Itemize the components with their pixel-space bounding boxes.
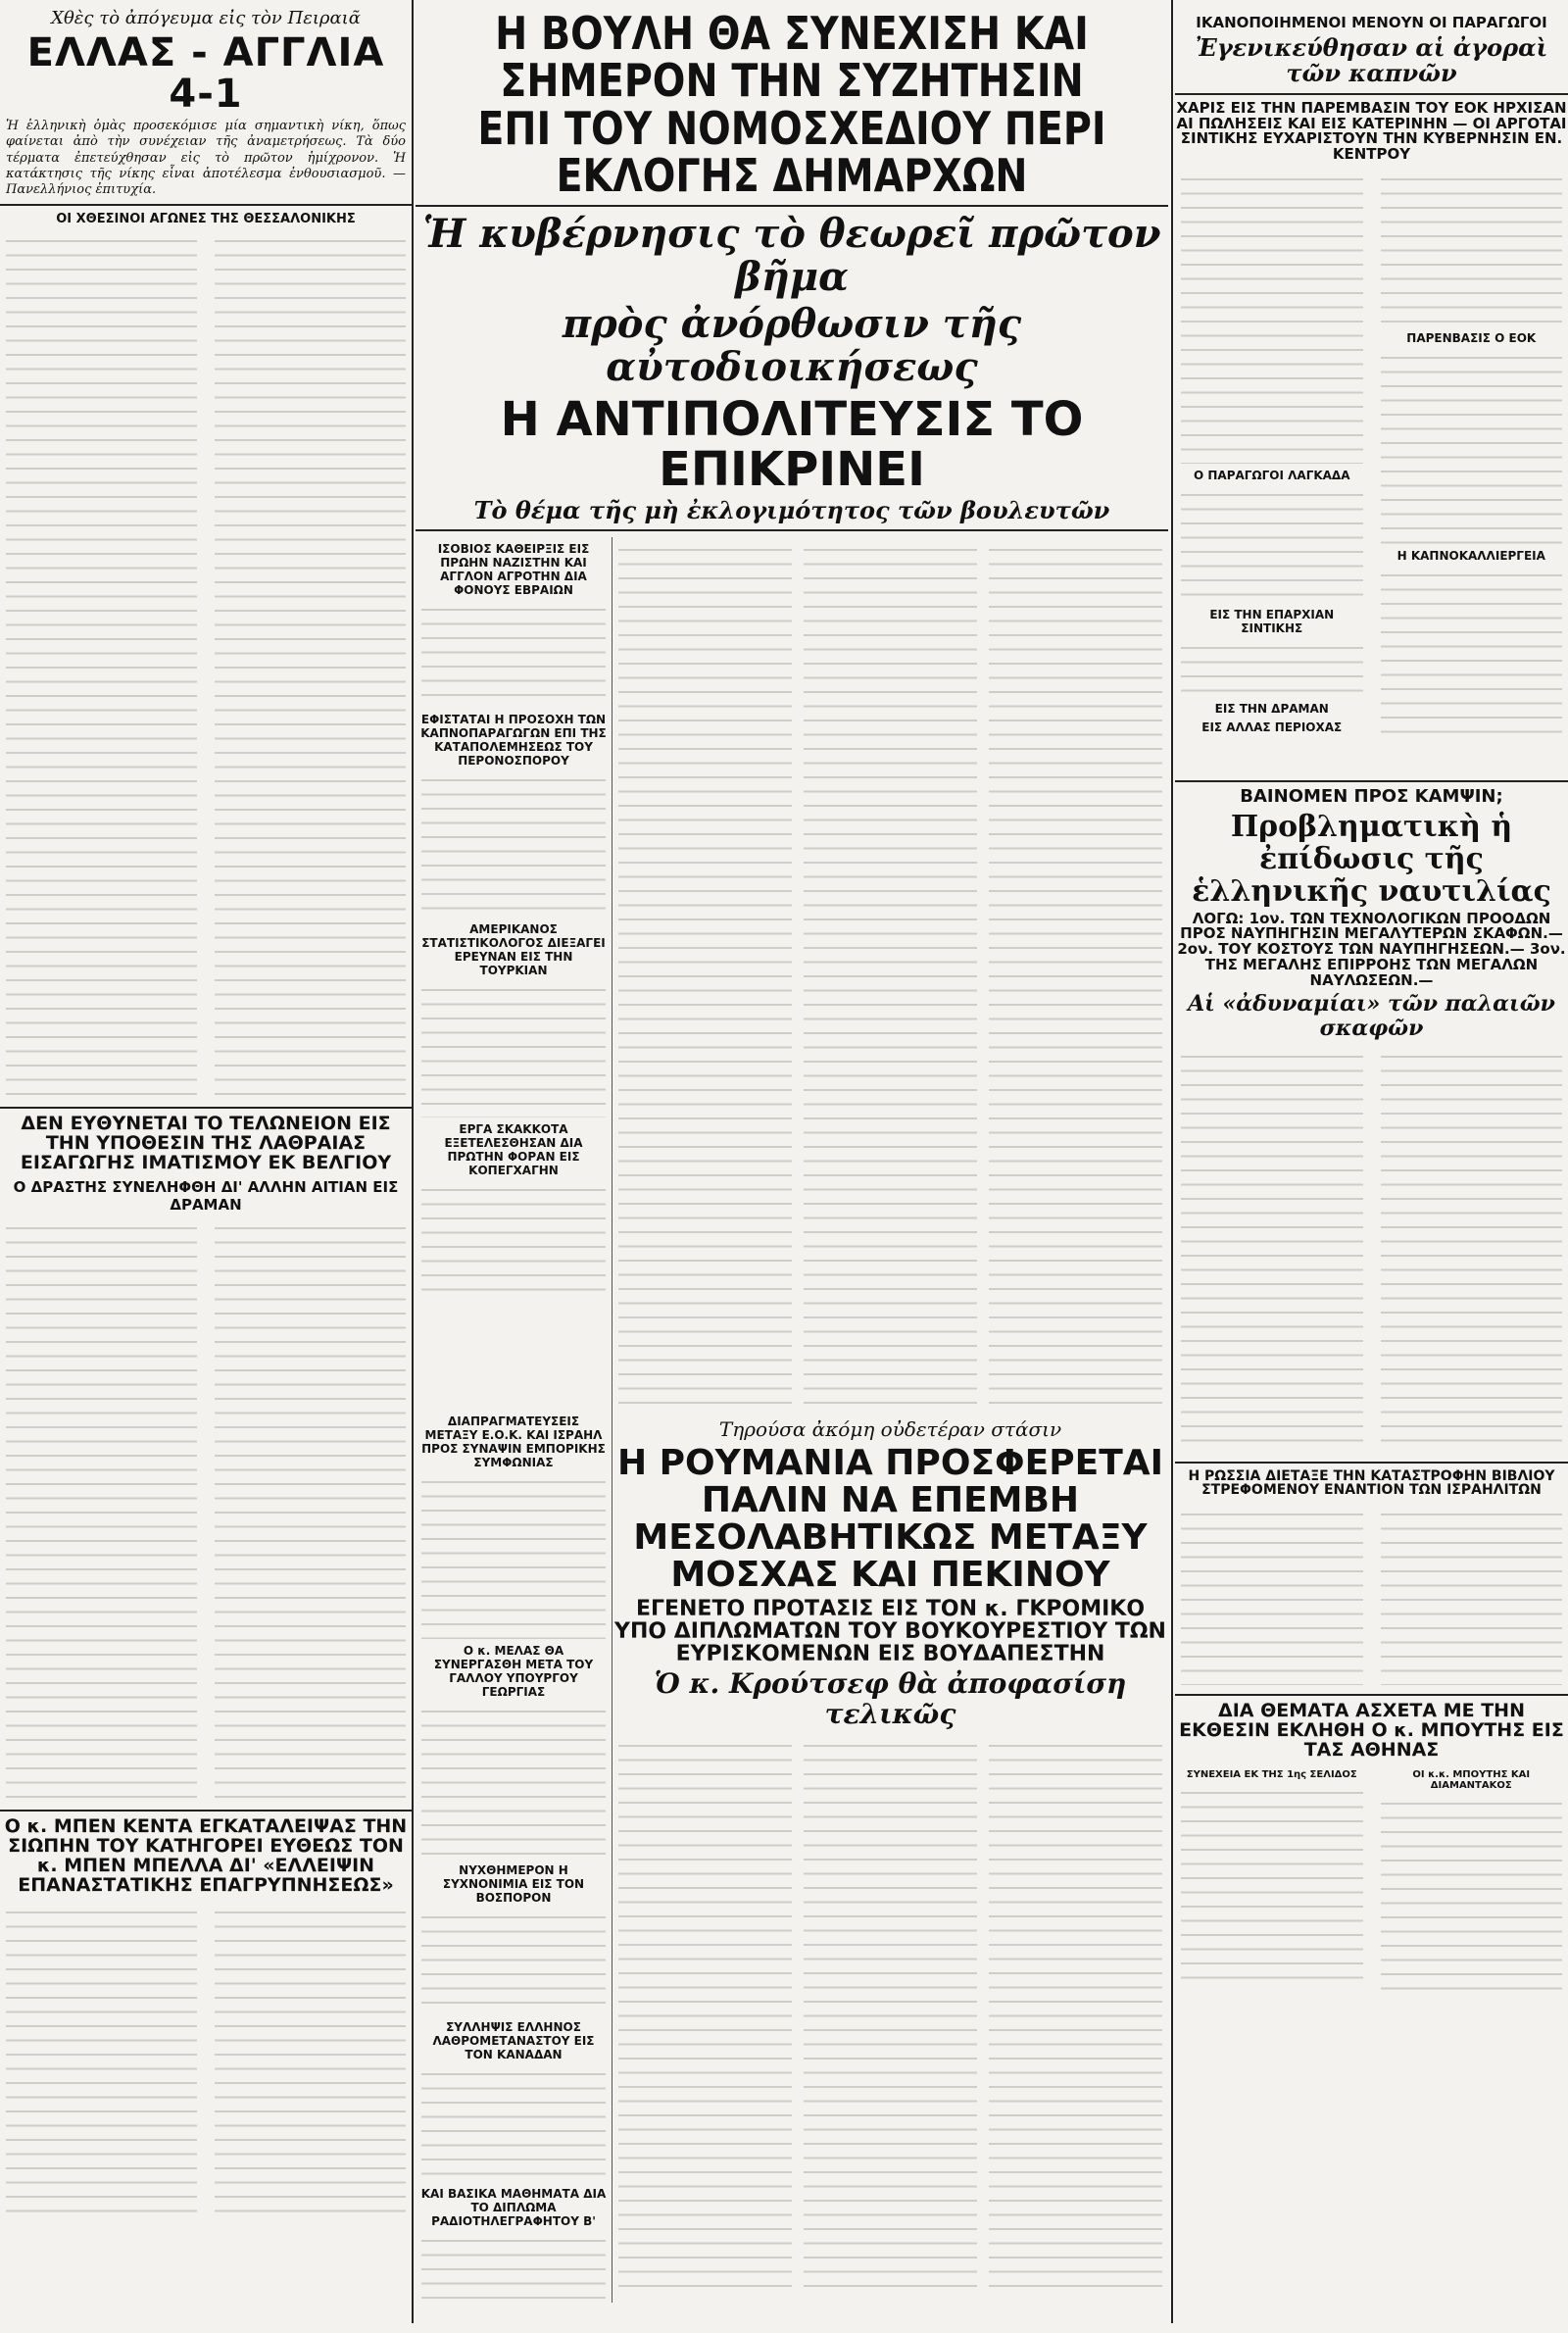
divider	[416, 529, 1168, 531]
center-s5: ΔΙΑΠΡΑΓΜΑΤΕΥΣΕΙΣ ΜΕΤΑΞΥ Ε.Ο.Κ. ΚΑΙ ΙΣΡΑΗΛ ΠΡΟΣ ΣΥΝΑΨΙΝ ΕΜΠΟΡΙΚΗΣ ΣΥΜΦΩΝΙΑΣ	[421, 1415, 606, 1470]
center-s1: ΙΣΟΒΙΟΣ ΚΑΘΕΙΡΞΙΣ ΕΙΣ ΠΡΩΗΝ ΝΑΖΙΣΤΗΝ ΚΑΙ ΑΓΓΛΟΝ ΑΓΡΟΤΗΝ ΔΙΑ ΦΟΝΟΥΣ ΕΒΡΑΙΩΝ	[437, 542, 590, 598]
divider	[0, 1107, 412, 1109]
right-kicker: ΙΚΑΝΟΠΟΙΗΜΕΝΟΙ ΜΕΝΟΥΝ ΟΙ ΠΑΡΑΓΩΓΟΙ	[1196, 14, 1547, 31]
right-headline-4: ΔΙΑ ΘΕΜΑΤΑ ΑΣΧΕΤΑ ΜΕ ΤΗΝ ΕΚΘΕΣΙΝ ΕΚΛΗΘΗ Ο κ. ΜΠΟΥΤΗΣ ΕΙΣ ΤΑΣ ΑΘΗΝΑΣ	[1179, 1700, 1564, 1762]
right-body-j	[1381, 1505, 1563, 1685]
right-headline-1: ΧΑΡΙΣ ΕΙΣ ΤΗΝ ΠΑΡΕΜΒΑΣΙΝ ΤΟΥ ΕΟΚ ΗΡΧΙΣΑΝ ΑΙ ΠΩΛΗΣΕΙΣ ΚΑΙ ΕΙΣ ΚΑΤΕΡΙΝΗΝ — ΟΙ ΑΡΓΟΤΑΙ ΣΙΝΤΙΚΗΣ ΕΥΧΑΡΙΣΤΟΥΝ ΤΗΝ ΚΥΒΕΡΝΗΣΙΝ ΕΝ. ΚΕΝΤΡΟΥ	[1176, 98, 1567, 164]
center-s9: ΚΑΙ ΒΑΣΙΚΑ ΜΑΘΗΜΑΤΑ ΔΙΑ ΤΟ ΔΙΠΛΩΜΑ ΡΑΔΙΟΤΗΛΕΓΡΑΦΗΤΟΥ Β'	[420, 2187, 607, 2229]
right-body-k	[1181, 1783, 1363, 1979]
right-s3: Η ΚΑΠΝΟΚΑΛΛΙΕΡΓΕΙΑ	[1396, 548, 1545, 563]
left-body-columns	[0, 228, 412, 1101]
center-s6: Ο κ. ΜΕΛΑΣ ΘΑ ΣΥΝΕΡΓΑΣΘΗ ΜΕΤΑ ΤΟΥ ΓΑΛΛΟΥ ΥΠΟΥΡΓΟΥ ΓΕΩΡΓΙΑΣ	[433, 1644, 594, 1700]
right-col-a	[1175, 167, 1369, 774]
column-rule-2	[1171, 0, 1173, 2323]
left-body-columns-2	[0, 1216, 412, 1804]
center-left-sidebar	[416, 537, 612, 1410]
center-kicker-2: Τηρούσα ἀκόμη οὐδετέραν στάσιν	[718, 1417, 1062, 1442]
center-body-f	[989, 1736, 1162, 2289]
center-script-1: Ἡ κυβέρνησις τὸ θεωρεῖ πρῶτον βῆμα	[422, 211, 1161, 301]
center-body-a	[618, 540, 792, 1407]
right-column	[1175, 0, 1568, 2333]
center-romania-body	[612, 1733, 1168, 2292]
right-kicker-2: ΒΑΙΝΟΜΕΝ ΠΡΟΣ ΚΑΜΨΙΝ;	[1240, 785, 1503, 807]
left-subhead-2: Ο ΔΡΑΣΤΗΣ ΣΥΝΕΛΗΦΘΗ ΔΙ' ΑΛΛΗΝ ΑΙΤΙΑΝ ΕΙΣ ΔΡΑΜΑΝ	[13, 1178, 399, 1215]
right-col-c	[1175, 1764, 1369, 2000]
divider	[0, 1810, 412, 1812]
right-body-f	[1381, 566, 1563, 742]
left-body-text-2	[215, 231, 406, 1098]
center-lower-block	[416, 1410, 1168, 2303]
center-s5-body	[421, 1472, 606, 1639]
right-s2: Ο ΠΑΡΑΓΩΓΟΙ ΛΑΓΚΑΔΑ	[1193, 468, 1350, 482]
left-body-text-3	[6, 1218, 197, 1801]
right-s4: ΕΙΣ ΤΗΝ ΕΠΑΡΧΙΑΝ ΣΙΝΤΙΚΗΣ	[1209, 607, 1335, 635]
center-body-d	[618, 1736, 792, 2289]
center-headline-4: ΕΓΕΝΕΤΟ ΠΡΟΤΑΣΙΣ ΕΙΣ ΤΟΝ κ. ΓΚΡΟΜΙΚΟ ΥΠΟ ΔΙΠΛΩΜΑΤΩΝ ΤΟΥ ΒΟΥΚΟΥΡΕΣΤΙΟΥ ΤΩΝ ΕΥΡΙΣΚΟΜΕΝΩΝ ΕΙΣ ΒΟΥΔΑΠΕΣΤΗΝ	[614, 1596, 1166, 1666]
right-col-d	[1375, 1764, 1568, 2000]
center-s1-body	[421, 600, 606, 708]
right-s7: ΣΥΝΕΧΕΙΑ ΕΚ ΤΗΣ 1ης ΣΕΛΙΔΟΣ	[1186, 1768, 1357, 1780]
center-main-text	[612, 537, 1168, 1410]
right-body-g	[1181, 1047, 1363, 1453]
center-s4: ΕΡΓΑ ΣΚΑΚΚΟΤΑ ΕΞΕΤΕΛΕΣΘΗΣΑΝ ΔΙΑ ΠΡΩΤΗΝ ΦΟΡΑΝ ΕΙΣ ΚΟΠΕΓΧΑΓΗΝ	[444, 1122, 583, 1178]
right-s8: ΟΙ κ.κ. ΜΠΟΥΤΗΣ ΚΑΙ ΔΙΑΜΑΝΤΑΚΟΣ	[1412, 1768, 1531, 1791]
right-body-i	[1181, 1505, 1363, 1685]
right-script-3: Αἱ «ἀδυναμίαι» τῶν παλαιῶν σκαφῶν	[1188, 991, 1555, 1041]
right-col-b	[1375, 167, 1568, 774]
divider	[1175, 1694, 1568, 1696]
center-body-c	[989, 540, 1162, 1407]
left-body-text-4	[215, 1218, 406, 1801]
divider	[1175, 1462, 1568, 1464]
center-body-b	[804, 540, 977, 1407]
divider	[0, 204, 412, 206]
center-body-e	[804, 1736, 977, 2289]
divider	[1175, 780, 1568, 782]
center-s7-body	[421, 1908, 606, 2015]
right-script-2: Προβληματικὴ ἡ ἐπίδωσις τῆς ἑλληνικῆς ναυτιλίας	[1192, 809, 1551, 909]
center-s7: ΝΥΧΘΗΜΕΡΟΝ Η ΣΥΧΝΟΝΙΜΙΑ ΕΙΣ ΤΟΝ ΒΟΣΠΟΡΟΝ	[442, 1863, 585, 1906]
right-body-columns-4	[1175, 1764, 1568, 2000]
center-script-3: Τὸ θέμα τῆς μὴ ἐκλογιμότητος τῶν βουλευτῶν	[473, 495, 1110, 524]
right-body-e	[1381, 348, 1563, 544]
center-s2-body	[421, 770, 606, 918]
right-body-a	[1181, 170, 1363, 464]
left-body-columns-3	[0, 1900, 412, 2223]
left-body-text	[6, 231, 197, 1098]
right-script-1: Ἐγενικεύθησαν αἱ ἀγοραὶ τῶν καπνῶν	[1195, 33, 1548, 88]
center-script-4: Ὁ κ. Κρούτσεφ θὰ ἀποφασίση τελικῶς	[654, 1666, 1127, 1730]
left-body-text-6	[215, 1903, 406, 2220]
divider	[416, 205, 1168, 207]
center-upper-block	[416, 537, 1168, 1410]
center-s3: ΑΜΕΡΙΚΑΝΟΣ ΣΤΑΤΙΣΤΙΚΟΛΟΓΟΣ ΔΙΕΞΑΓΕΙ ΕΡΕΥΝΑΝ ΕΙΣ ΤΗΝ ΤΟΥΡΚΙΑΝ	[421, 922, 606, 978]
left-body-text-5	[6, 1903, 197, 2220]
right-headline-2: ΛΟΓΩ: 1ον. ΤΩΝ ΤΕΧΝΟΛΟΓΙΚΩΝ ΠΡΟΟΔΩΝ ΠΡΟΣ ΝΑΥΠΗΓΗΣΙΝ ΜΕΓΑΛΥΤΕΡΩΝ ΣΚΑΦΩΝ.— 2ον. ΤΟΥ ΚΟΣΤΟΥΣ ΤΩΝ ΝΑΥΠΗΓΗΣΕΩΝ.— 3ον. ΤΗΣ ΜΕΓΑΛΗΣ ΕΠΙΡΡΟΗΣ ΤΩΝ ΜΕΓΑΛΩΝ ΝΑΥΛΩΣΕΩΝ.—	[1177, 909, 1566, 989]
right-body-h	[1381, 1047, 1563, 1453]
right-body-columns-2	[1175, 1044, 1568, 1456]
left-section-title: ΟΙ ΧΘΕΣΙΝΟΙ ΑΓΩΝΕΣ ΤΗΣ ΘΕΣΣΑΛΟΝΙΚΗΣ	[56, 212, 356, 227]
center-s8-body	[421, 2064, 606, 2182]
right-body-l	[1381, 1794, 1563, 1990]
right-body-columns-3	[1175, 1502, 1568, 1688]
left-headline: ΕΛΛΑΣ - ΑΓΓΛΙΑ 4-1	[26, 30, 385, 117]
right-s1: ΠΑΡΕΝΒΑΣΙΣ Ο ΕΟΚ	[1406, 330, 1537, 345]
center-s9-body	[421, 2231, 606, 2300]
center-headline-1: Η ΒΟΥΛΗ ΘΑ ΣΥΝΕΧΙΣΗ ΚΑΙ ΣΗΜΕΡΟΝ ΤΗΝ ΣΥΖΗΤΗΣΙΝ ΕΠΙ ΤΟΥ ΝΟΜΟΣΧΕΔΙΟΥ ΠΕΡΙ ΕΚΛΟΓΗΣ ΔΗΜΑΡΧΩΝ	[477, 7, 1106, 202]
center-s3-body	[421, 980, 606, 1117]
center-s4-body	[421, 1180, 606, 1298]
center-script-2: πρὸς ἀνόρθωσιν τῆς αὐτοδιοικήσεως	[562, 301, 1022, 391]
center-s6-body	[421, 1702, 606, 1859]
right-s6: ΕΙΣ ΑΛΛΑΣ ΠΕΡΙΟΧΑΣ	[1201, 720, 1343, 734]
center-romania-story	[612, 1410, 1168, 2303]
left-headline-2: ΔΕΝ ΕΥΘΥΝΕΤΑΙ ΤΟ ΤΕΛΩΝΕΙΟΝ ΕΙΣ ΤΗΝ ΥΠΟΘΕΣΙΝ ΤΗΣ ΛΑΘΡΑΙΑΣ ΕΙΣΑΓΩΓΗΣ ΙΜΑΤΙΣΜΟΥ ΕΚ ΒΕΛΓΙΟΥ	[20, 1113, 392, 1174]
right-s5: ΕΙΣ ΤΗΝ ΔΡΑΜΑΝ	[1214, 701, 1329, 716]
center-column	[416, 0, 1168, 2333]
center-s8: ΣΥΛΛΗΨΙΣ ΕΛΛΗΝΟΣ ΛΑΘΡΟΜΕΤΑΝΑΣΤΟΥ ΕΙΣ ΤΟΝ ΚΑΝΑΔΑΝ	[432, 2020, 595, 2062]
right-body-columns-1	[1175, 167, 1568, 774]
divider	[1175, 93, 1568, 95]
left-kicker: Χθὲς τὸ ἀπόγευμα εἰς τὸν Πειραιᾶ	[51, 8, 361, 28]
left-headline-3: Ο κ. ΜΠΕΝ ΚΕΝΤΑ ΕΓΚΑΤΑΛΕΙΨΑΣ ΤΗΝ ΣΙΩΠΗΝ ΤΟΥ ΚΑΤΗΓΟΡΕΙ ΕΥΘΕΩΣ ΤΟΝ κ. ΜΠΕΝ ΜΠΕΛΛΑ ΔΙ' «ΕΛΛΕΙΨΙΝ ΕΠΑΝΑΣΤΑΤΙΚΗΣ ΕΠΑΓΡΥΠΝΗΣΕΩΣ»	[4, 1815, 408, 1896]
column-rule-1	[412, 0, 414, 2323]
left-lede: Ἡ ἑλληνικὴ ὁμὰς προσεκόμισε μία σημαντικὴ νίκη, ὅπως φαίνεται ἀπὸ τὴν συνέχειαν τῆς ἀναμετρήσεως. Τὰ δύο τέρματα ἐπετεύχθησαν εἰς τὸ πρῶτον ἡμίχρονον. Ἡ κατάκτησις τῆς νίκης εἶναι ἀποτέλεσμα ἐνθουσιασμοῦ. — Πανελλήνιος ἐπιτυχία.	[6, 119, 406, 197]
right-body-b	[1181, 485, 1363, 603]
center-s2: ΕΦΙΣΤΑΤΑΙ Η ΠΡΟΣΟΧΗ ΤΩΝ ΚΑΠΝΟΠΑΡΑΓΩΓΩΝ ΕΠΙ ΤΗΣ ΚΑΤΑΠΟΛΕΜΗΣΕΩΣ ΤΟΥ ΠΕΡΟΝΟΣΠΟΡΟΥ	[420, 713, 607, 769]
center-headline-2: Η ΑΝΤΙΠΟΛΙΤΕΥΣΙΣ ΤΟ ΕΠΙΚΡΙΝΕΙ	[500, 392, 1084, 497]
center-left-sidebar-2	[416, 1410, 612, 2303]
right-headline-3: Η ΡΩΣΣΙΑ ΔΙΕΤΑΞΕ ΤΗΝ ΚΑΤΑΣΤΡΟΦΗΝ ΒΙΒΛΙΟΥ ΣΤΡΕΦΟΜΕΝΟΥ ΕΝΑΝΤΙΟΝ ΤΩΝ ΙΣΡΑΗΛΙΤΩΝ	[1188, 1467, 1555, 1499]
center-headline-3: Η ΡΟΥΜΑΝΙΑ ΠΡΟΣΦΕΡΕΤΑΙ ΠΑΛΙΝ ΝΑ ΕΠΕΜΒΗ ΜΕΣΟΛΑΒΗΤΙΚΩΣ ΜΕΤΑΞΥ ΜΟΣΧΑΣ ΚΑΙ ΠΕΚΙΝΟΥ	[616, 1443, 1163, 1595]
right-body-c	[1181, 638, 1363, 697]
left-column	[0, 0, 412, 2333]
right-body-d	[1381, 170, 1563, 326]
